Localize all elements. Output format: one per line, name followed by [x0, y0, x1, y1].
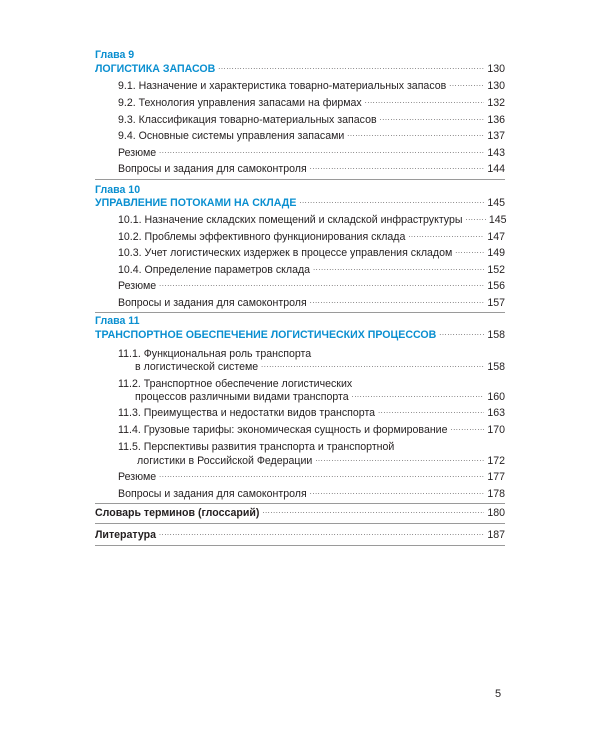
toc-entry-10-questions[interactable]: [118, 295, 505, 311]
toc-entry-11-1[interactable]: [135, 359, 505, 375]
toc-entry-11-5-line1: 11.5. Перспективы развития транспорта и транспортной: [118, 441, 395, 453]
toc-entry-text: Резюме: [118, 147, 157, 159]
dot-leader: [310, 158, 484, 176]
chapter-10-title: УПРАВЛЕНИЕ ПОТОКАМИ НА СКЛАДЕ: [95, 197, 297, 209]
page-ref: 143: [487, 147, 505, 159]
dot-leader: [347, 125, 484, 143]
dot-leader: [449, 75, 484, 93]
toc-entry-11-4[interactable]: [118, 422, 505, 438]
page-ref: 144: [487, 163, 505, 175]
dot-leader: [378, 402, 484, 420]
page-ref: 130: [487, 80, 505, 92]
page-ref: 163: [487, 407, 505, 419]
page-ref: 187: [487, 529, 505, 541]
dot-leader: [261, 356, 484, 374]
glossary-row[interactable]: [95, 505, 505, 521]
toc-entry-text: процессов различными видами транспорта: [135, 391, 349, 403]
chapter-10-title-row[interactable]: [95, 195, 505, 211]
toc-entry-11-3[interactable]: [118, 405, 505, 421]
toc-entry-text: 11.4. Грузовые тарифы: экономическая сущность и формирование: [118, 424, 448, 436]
glossary-title: Словарь терминов (глоссарий): [95, 507, 260, 519]
chapter-11-title: ТРАНСПОРТНОЕ ОБЕСПЕЧЕНИЕ ЛОГИСТИЧЕСКИХ ПРОЦЕССОВ: [95, 329, 437, 341]
page-ref: 158: [487, 329, 505, 341]
page-ref: 158: [487, 361, 505, 373]
chapter-11-label: Глава 11: [95, 315, 140, 327]
dot-leader: [455, 242, 484, 260]
toc-entry-text: 9.2. Технология управления запасами на фирмах: [118, 97, 362, 109]
page-ref: 157: [487, 297, 505, 309]
literature-row[interactable]: [95, 527, 505, 543]
toc-entry-text: 9.3. Классификация товарно-материальных запасов: [118, 114, 377, 126]
chapter-9-label: Глава 9: [95, 49, 135, 61]
dot-leader: [310, 483, 484, 501]
divider: [95, 179, 505, 180]
toc-entry-text: в логистической системе: [135, 361, 259, 373]
page-ref: 156: [487, 280, 505, 292]
toc-entry-text: 10.4. Определение параметров склада: [118, 264, 311, 276]
divider: [95, 312, 505, 313]
dot-leader: [262, 502, 484, 520]
toc-entry-11-2-line1: 11.2. Транспортное обеспечение логистических: [118, 378, 353, 390]
page-ref: 145: [487, 197, 505, 209]
page-ref: 160: [487, 391, 505, 403]
toc-entry-text: 10.3. Учет логистических издержек в процессе управления складом: [118, 247, 453, 259]
page-ref: 147: [487, 231, 505, 243]
dot-leader: [159, 466, 484, 484]
toc-entry-text: 10.1. Назначение складских помещений и складской инфраструктуры: [118, 214, 463, 226]
page-ref: 130: [487, 63, 505, 75]
page-ref: 149: [487, 247, 505, 259]
page-ref: 177: [487, 471, 505, 483]
page-ref: 170: [487, 424, 505, 436]
dot-leader: [159, 524, 484, 542]
page-ref: 180: [487, 507, 505, 519]
dot-leader: [439, 324, 484, 342]
chapter-9-title-row[interactable]: [95, 61, 505, 77]
toc-entry-text: 9.1. Назначение и характеристика товарно-материальных запасов: [118, 80, 447, 92]
dot-leader: [159, 275, 484, 293]
page-number: 5: [495, 688, 502, 700]
page-ref: 136: [487, 114, 505, 126]
toc-entry-text: Резюме: [118, 471, 157, 483]
page-ref: 172: [487, 455, 505, 467]
toc-entry-text: Вопросы и задания для самоконтроля: [118, 488, 307, 500]
toc-entry-text: логистики в Российской Федерации: [137, 455, 313, 467]
toc-entry-11-1-line1: 11.1. Функциональная роль транспорта: [118, 348, 312, 360]
toc-entry-text: Вопросы и задания для самоконтроля: [118, 163, 307, 175]
chapter-11-title-row[interactable]: [95, 327, 505, 343]
page-ref: 132: [487, 97, 505, 109]
toc-entry-text: 11.3. Преимущества и недостатки видов транспорта: [118, 407, 376, 419]
toc-entry-11-questions[interactable]: [118, 486, 505, 502]
dot-leader: [299, 192, 484, 210]
toc-entry-text: 9.4. Основные системы управления запасами: [118, 130, 345, 142]
dot-leader: [365, 92, 484, 110]
toc-entry-10-2[interactable]: [118, 229, 505, 245]
literature-title: Литература: [95, 529, 156, 541]
dot-leader: [218, 58, 484, 76]
dot-leader: [466, 209, 486, 227]
page-ref: 145: [488, 214, 507, 226]
chapter-9-title: ЛОГИСТИКА ЗАПАСОВ: [95, 63, 216, 75]
divider: [95, 545, 505, 546]
toc-entry-text: Резюме: [118, 280, 157, 292]
page-ref: 137: [487, 130, 505, 142]
toc-entry-text: Вопросы и задания для самоконтроля: [118, 297, 307, 309]
toc-entry-text: 10.2. Проблемы эффективного функционирования склада: [118, 231, 406, 243]
chapter-10-label: Глава 10: [95, 184, 141, 196]
page-ref: 178: [487, 488, 505, 500]
dot-leader: [310, 292, 484, 310]
toc-entry-9-questions[interactable]: [118, 161, 505, 177]
dot-leader: [451, 419, 485, 437]
page-ref: 152: [487, 264, 505, 276]
